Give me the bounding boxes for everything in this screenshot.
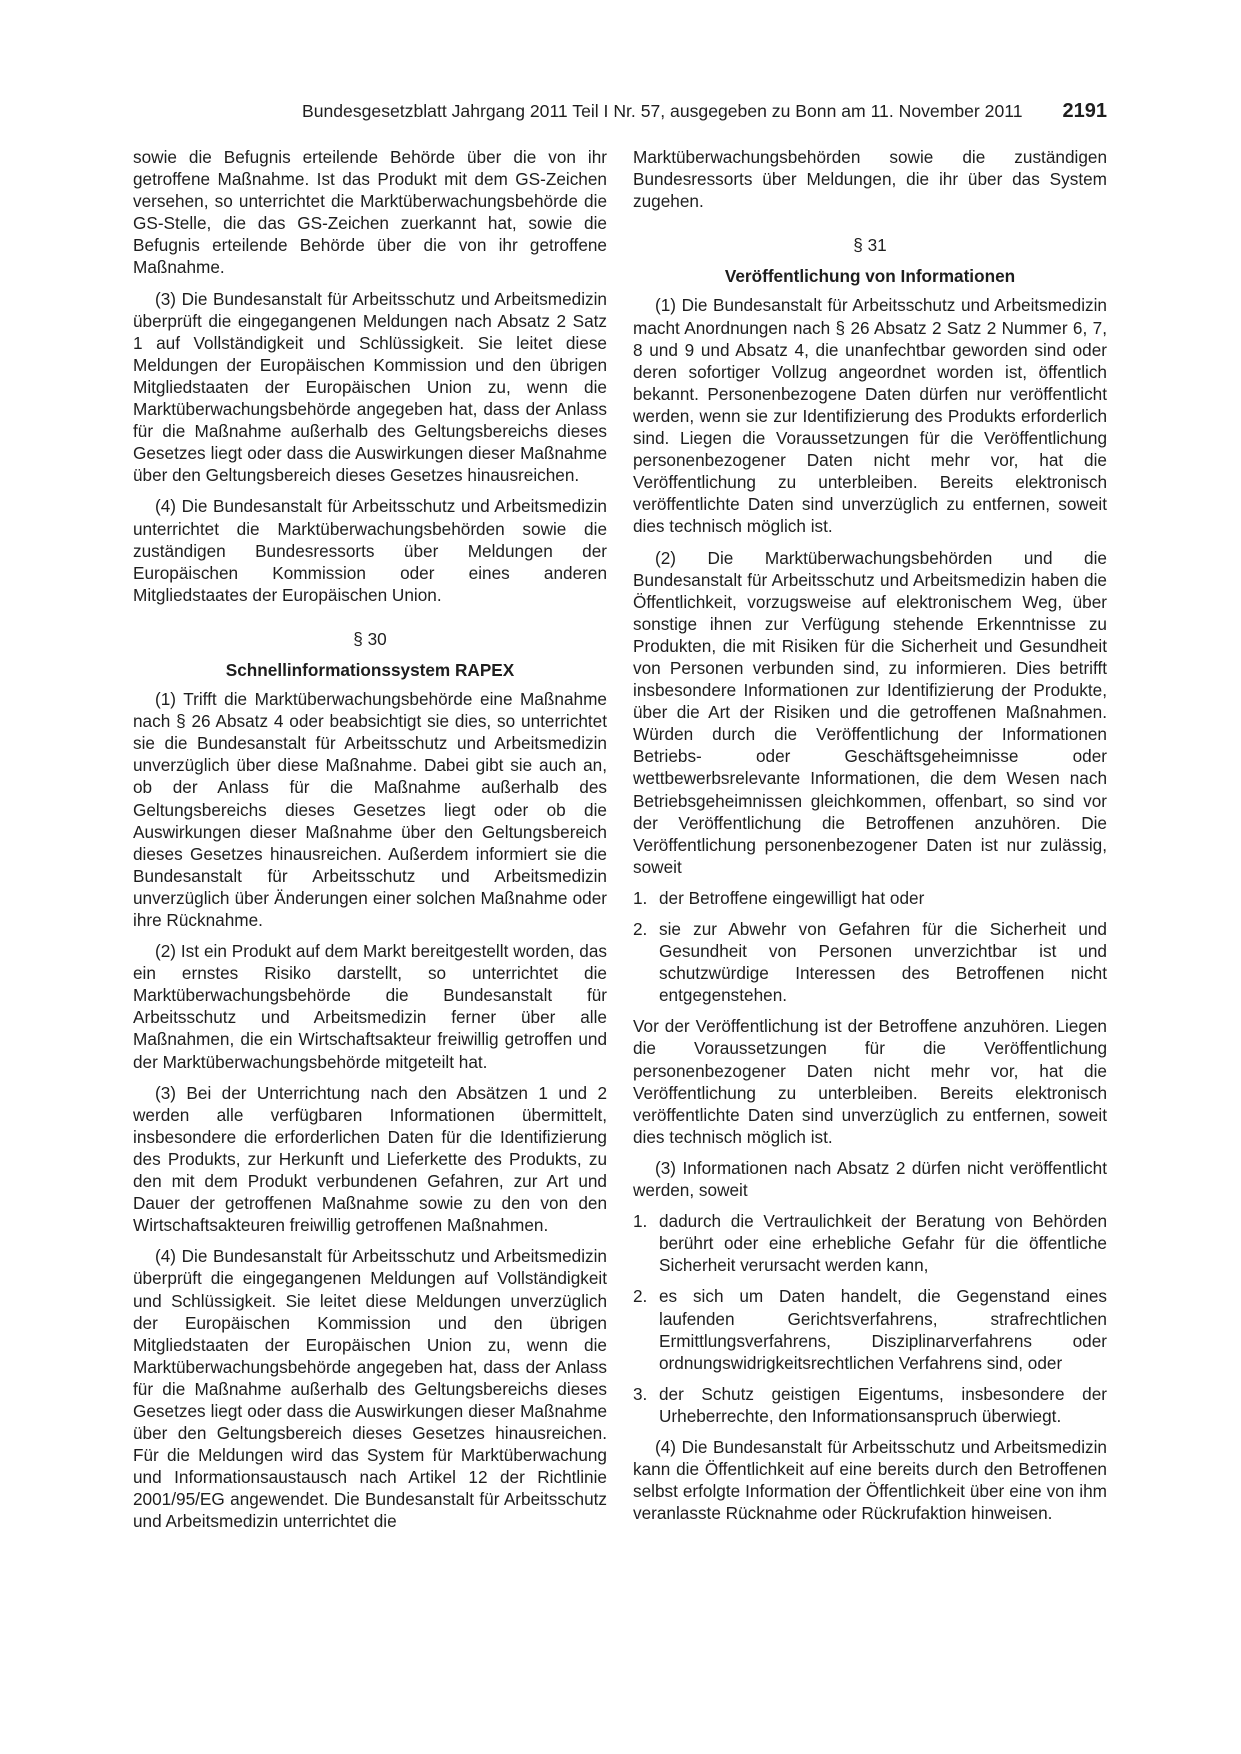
section-31-paragraph-1: (1) Die Bundesanstalt für Arbeitsschutz und Arbeitsmedizin macht Anordnungen nach § 26 Absatz 2 Satz 2 Nummer 6, 7, 8 und 9 und Absatz 4, die unanfechtbar geworden sind oder deren sofortiger Vollzug angeordnet worden ist, öffentlich bekannt. Personenbezogene Daten dürfen nur veröffentlicht werden, wenn sie zur Identifizierung des Produkts erforderlich sind. Liegen die Voraussetzungen für die Veröffentlichung personenbezogener Daten nicht mehr vor, hat die Veröffentlichung zu unterbleiben. Bereits elektronisch veröffentlichte Daten sind unverzüglich zu entfernen, soweit dies technisch möglich ist. [633, 295, 1107, 537]
paragraph-continued-right: Marktüberwachungsbehörden sowie die zuständigen Bundesressorts über Meldungen, die ihr über das System zugehen. [633, 147, 1107, 212]
list-text: der Schutz geistigen Eigentums, insbesondere der Urheberrechte, den Informationsanspruch überwiegt. [659, 1383, 1107, 1426]
list-item [633, 1210, 1107, 1276]
running-title: Bundesgesetzblatt Jahrgang 2011 Teil I Nr. 57, ausgegeben zu Bonn am 11. November 2011 [301, 101, 1023, 121]
list-number: 1. [633, 1211, 648, 1232]
list-item [633, 887, 1107, 909]
list-item [633, 918, 1107, 1006]
section-31-paragraph-3: (3) Informationen nach Absatz 2 dürfen nicht veröffentlicht werden, soweit [633, 1157, 1107, 1201]
list-text: dadurch die Vertraulichkeit der Beratung von Behörden berührt oder eine erhebliche Gefahr für die öffentliche Sicherheit verursacht werden kann, [659, 1211, 1107, 1276]
section-30-paragraph-4: (4) Die Bundesanstalt für Arbeitsschutz und Arbeitsmedizin überprüft die eingegangenen Meldungen auf Vollständigkeit und Schlüssigkeit. Sie leitet diese Meldungen unverzüglich der Europäischen Kommission und den übrigen Mitgliedstaaten der Europäischen Union zu, wenn die Marktüberwachungsbehörde angegeben hat, dass der Anlass für die Maßnahme außerhalb des Geltungsbereichs dieses Gesetzes liegt oder dass die Auswirkungen dieser Maßnahme über den Geltungsbereich dieses Gesetzes hinausreichen. Für die Meldungen wird das System für Marktüberwachung und Informationsaustausch nach Artikel 12 der Richtlinie 2001/95/EG angewendet. Die Bundesanstalt für Arbeitsschutz und Arbeitsmedizin unterrichtet die [133, 1246, 607, 1532]
list-text: es sich um Daten handelt, die Gegenstand eines laufenden Gerichtsverfahrens, strafrechtlichen Ermittlungsverfahrens, Disziplinarverfahrens oder ordnungswidrigkeitsrechtlichen Verfahrens sind, oder [659, 1286, 1107, 1373]
list-item [633, 1383, 1107, 1427]
section-30-paragraph-3: (3) Bei der Unterrichtung nach den Absätzen 1 und 2 werden alle verfügbaren Informationen übermittelt, insbesondere die erforderlichen Daten für die Identifizierung des Produkts, zur Herkunft und Lieferkette des Produkts, zu den mit dem Produkt verbundenen Gefahren, zur Art und Dauer der getroffenen Maßnahme sowie zu den von den Wirtschaftsakteuren freiwillig getroffenen Maßnahmen. [133, 1082, 607, 1236]
list-number: 2. [633, 1286, 648, 1307]
section-31-paragraph-4: (4) Die Bundesanstalt für Arbeitsschutz und Arbeitsmedizin kann die Öffentlichkeit auf eine bereits durch den Betroffenen selbst erfolgte Information der Öffentlichkeit über eine von ihm veranlasste Rücknahme oder Rückrufaktion hinweisen. [633, 1436, 1107, 1524]
paragraph-4: (4) Die Bundesanstalt für Arbeitsschutz und Arbeitsmedizin unterrichtet die Marktüberwachungsbehörden sowie die zuständigen Bundesressorts über Meldungen der Europäischen Kommission oder eines anderen Mitgliedstaates der Europäischen Union. [133, 496, 607, 605]
section-31-title: Veröffentlichung von Informationen [724, 266, 1016, 287]
list-text: der Betroffene eingewilligt hat oder [659, 887, 925, 908]
section-30-title: Schnellinformationssystem RAPEX [225, 659, 515, 680]
section-31-paragraph-2: (2) Die Marktüberwachungsbehörden und die Bundesanstalt für Arbeitsschutz und Arbeitsmedizin haben die Öffentlichkeit, vorzugsweise auf elektronischem Weg, über sonstige ihnen zur Verfügung stehende Erkenntnisse zu Produkten, die mit Risiken für die Sicherheit und Gesundheit von Personen verbunden sind, zu informieren. Dies betrifft insbesondere Informationen zur Identifizierung der Produkte, über die Art der Risiken und die getroffenen Maßnahmen. Würden durch die Veröffentlichung der Informationen Betriebs- oder Geschäftsgeheimnisse oder wettbewerbsrelevante Informationen, die dem Wesen nach Betriebsgeheimnissen gleichkommen, offenbart, so sind vor der Veröffentlichung die Betroffenen anzuhören. Die Veröffentlichung personenbezogener Daten ist nur zulässig, soweit [633, 547, 1107, 877]
section-30-paragraph-1: (1) Trifft die Marktüberwachungsbehörde eine Maßnahme nach § 26 Absatz 4 oder beabsichtigt sie dies, so unterrichtet sie die Bundesanstalt für Arbeitsschutz und Arbeitsmedizin unverzüglich über diese Maßnahme. Dabei gibt sie auch an, ob der Anlass für die Maßnahme außerhalb des Geltungsbereichs dieses Gesetzes liegt oder ob die Auswirkungen dieser Maßnahme über den Geltungsbereich dieses Gesetzes hinausreichen. Außerdem informiert sie die Bundesanstalt für Arbeitsschutz und Arbeitsmedizin unverzüglich über Änderungen einer solchen Maßnahme oder ihre Rücknahme. [133, 689, 607, 930]
section-30-number: § 30 [353, 628, 387, 649]
section-31-paragraph-2-continued: Vor der Veröffentlichung ist der Betroffene anzuhören. Liegen die Voraussetzungen für die Veröffentlichung personenbezogener Daten nicht mehr vor, hat die Veröffentlichung zu unterbleiben. Bereits elektronisch veröffentlichte Daten sind unverzüglich zu entfernen, soweit dies technisch möglich ist. [633, 1016, 1107, 1147]
section-31-number: § 31 [853, 235, 887, 256]
list-number: 1. [633, 887, 648, 908]
paragraph-3: (3) Die Bundesanstalt für Arbeitsschutz und Arbeitsmedizin überprüft die eingegangenen Meldungen nach Absatz 2 Satz 1 auf Vollständigkeit und Schlüssigkeit. Sie leitet diese Meldungen der Europäischen Kommission und den übrigen Mitgliedstaaten der Europäischen Union zu, wenn die Marktüberwachungsbehörde angegeben hat, dass der Anlass für die Maßnahme außerhalb des Geltungsbereichs dieses Gesetzes liegt oder dass die Auswirkungen dieser Maßnahme über den Geltungsbereich dieses Gesetzes hinausreichen. [133, 288, 607, 486]
page-header [133, 100, 1107, 128]
list-number: 3. [633, 1383, 648, 1404]
section-30-paragraph-2: (2) Ist ein Produkt auf dem Markt bereitgestellt worden, das ein ernstes Risiko darstellt, so unterrichtet die Marktüberwachungsbehörde die Bundesanstalt für Arbeitsschutz und Arbeitsmedizin ferner über alle Maßnahmen, die ein Wirtschaftsakteur freiwillig getroffen und der Marktüberwachungsbehörde mitgeteilt hat. [133, 941, 607, 1072]
list-text: sie zur Abwehr von Gefahren für die Sicherheit und Gesundheit von Personen unverzichtbar ist und schutzwürdige Interessen des Betroffenen nicht entgegenstehen. [659, 919, 1107, 1006]
list-item [633, 1285, 1107, 1373]
list-number: 2. [633, 919, 648, 939]
right-column [633, 146, 1107, 1533]
left-column [133, 146, 607, 1542]
page-number: 2191 [1062, 100, 1107, 122]
paragraph-continued: sowie die Befugnis erteilende Behörde über die von ihr getroffene Maßnahme. Ist das Produkt mit dem GS-Zeichen versehen, so unterrichtet die Marktüberwachungsbehörde die GS-Stelle, die das GS-Zeichen zuerkannt hat, sowie die Befugnis erteilende Behörde über die von ihr getroffene Maßnahme. [133, 147, 607, 278]
